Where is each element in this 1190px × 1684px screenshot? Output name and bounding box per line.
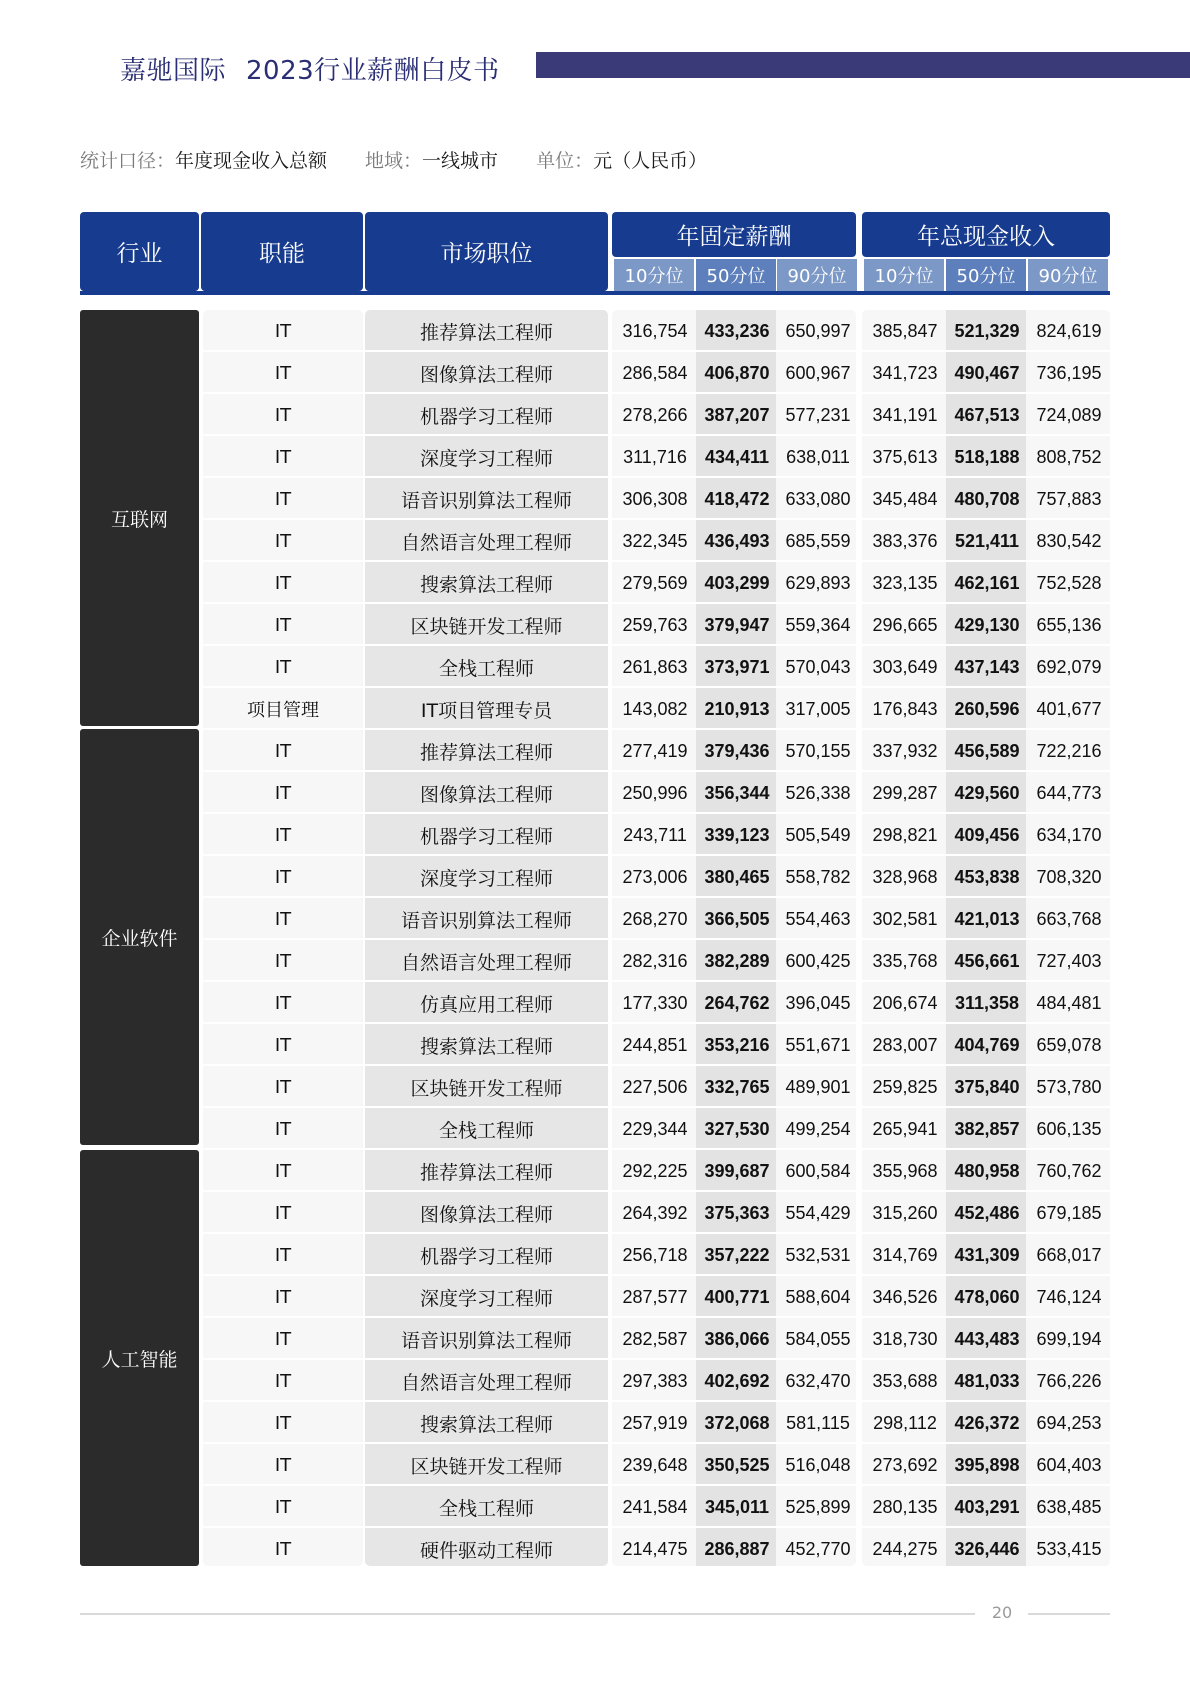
table-row	[0, 1402, 1190, 1444]
total-p90-cell: 808,752	[1036, 446, 1102, 467]
function-cell: IT	[274, 1244, 292, 1266]
fixed-p90-cell: 525,899	[785, 1496, 851, 1517]
total-p10-cell: 375,613	[872, 446, 938, 467]
fixed-p90-cell: 452,770	[785, 1538, 851, 1559]
total-p10-cell: 298,821	[872, 824, 938, 845]
table-row	[0, 604, 1190, 646]
total-p50-cell: 521,411	[954, 530, 1020, 551]
total-p10-cell: 303,649	[872, 656, 938, 677]
report-name: 2023行业薪酬白皮书	[246, 56, 500, 86]
total-p90-cell: 484,481	[1036, 992, 1102, 1013]
table-row	[0, 1108, 1190, 1150]
function-cell: IT	[274, 1076, 292, 1098]
position-cell: IT项目管理专员	[420, 699, 553, 722]
fixed-p10-cell: 239,648	[622, 1454, 688, 1475]
position-cell: 全栈工程师	[438, 1119, 534, 1142]
function-cell: IT	[274, 824, 292, 846]
total-p10-cell: 244,275	[872, 1538, 938, 1559]
total-p10-cell: 335,768	[872, 950, 938, 971]
function-cell: IT	[274, 1160, 292, 1182]
fixed-p10-cell: 143,082	[622, 698, 688, 719]
function-cell: IT	[274, 320, 292, 342]
fixed-p10-cell: 316,754	[622, 320, 688, 341]
total-p50-cell: 521,329	[954, 320, 1020, 341]
fixed-p10-cell: 322,345	[622, 530, 688, 551]
position-cell: 图像算法工程师	[419, 363, 553, 386]
table-row	[0, 814, 1190, 856]
fixed-p90-cell: 588,604	[785, 1286, 851, 1307]
fixed-p50-cell: 400,771	[704, 1286, 770, 1307]
function-cell: IT	[274, 572, 292, 594]
fixed-p50-cell: 373,971	[704, 656, 770, 677]
fixed-p10-cell: 282,587	[622, 1328, 688, 1349]
fixed-p50-cell: 210,913	[704, 698, 770, 719]
fixed-p90-cell: 629,893	[785, 572, 851, 593]
total-p50-cell: 426,372	[954, 1412, 1020, 1433]
total-p10-cell: 273,692	[872, 1454, 938, 1475]
position-cell: 推荐算法工程师	[419, 741, 553, 764]
position-cell: 区块链开发工程师	[410, 1455, 563, 1478]
position-cell: 图像算法工程师	[419, 783, 553, 806]
fixed-p90-cell: 570,155	[785, 740, 851, 761]
fixed-p90-cell: 499,254	[785, 1118, 851, 1139]
fixed-p10-cell: 241,584	[622, 1496, 688, 1517]
total-p90-cell: 692,079	[1036, 656, 1102, 677]
total-p50-cell: 429,560	[954, 782, 1020, 803]
fixed-p50-cell: 366,505	[704, 908, 770, 929]
fixed-p10-cell: 278,266	[622, 404, 688, 425]
fixed-p90-cell: 584,055	[785, 1328, 851, 1349]
total-p90-cell: 727,403	[1036, 950, 1102, 971]
fixed-p90-cell: 632,470	[785, 1370, 851, 1391]
total-p90-cell: 830,542	[1036, 530, 1102, 551]
position-cell: 机器学习工程师	[419, 825, 553, 848]
fixed-p50-cell: 350,525	[704, 1454, 770, 1475]
function-cell: IT	[274, 782, 292, 804]
total-p90-cell: 679,185	[1036, 1202, 1102, 1223]
position-cell: 深度学习工程师	[419, 1287, 553, 1310]
table-row	[0, 1444, 1190, 1486]
total-p10-cell: 283,007	[872, 1034, 938, 1055]
total-p50-cell: 480,958	[954, 1160, 1020, 1181]
total-p90-cell: 699,194	[1036, 1328, 1102, 1349]
fixed-p10-cell: 256,718	[622, 1244, 688, 1265]
position-cell: 仿真应用工程师	[419, 993, 553, 1016]
fixed-p50-cell: 380,465	[704, 866, 770, 887]
total-p10-cell: 323,135	[872, 572, 938, 593]
fixed-p10-cell: 214,475	[622, 1538, 688, 1559]
total-p90-cell: 766,226	[1036, 1370, 1102, 1391]
position-cell: 搜索算法工程师	[419, 1413, 553, 1436]
total-p10-cell: 296,665	[872, 614, 938, 635]
report-title	[120, 50, 500, 87]
fixed-p50-cell: 327,530	[704, 1118, 770, 1139]
position-cell: 推荐算法工程师	[419, 321, 553, 344]
total-p50-cell: 480,708	[954, 488, 1020, 509]
table-row	[0, 1024, 1190, 1066]
fixed-p50-cell: 382,289	[704, 950, 770, 971]
fixed-p50-cell: 379,947	[704, 614, 770, 635]
fixed-p50-cell: 264,762	[704, 992, 770, 1013]
fixed-p50-cell: 356,344	[704, 782, 770, 803]
meta-unit: 单位：元（人民币）	[536, 150, 708, 172]
position-cell: 搜索算法工程师	[419, 1035, 553, 1058]
fixed-p10-cell: 227,506	[622, 1076, 688, 1097]
function-cell: IT	[274, 1370, 292, 1392]
total-p10-cell: 341,191	[872, 404, 938, 425]
total-p10-cell: 298,112	[873, 1412, 937, 1433]
fixed-p10-cell: 297,383	[622, 1370, 688, 1391]
fixed-p50-cell: 403,299	[704, 572, 770, 593]
table-row	[0, 394, 1190, 436]
fixed-p90-cell: 516,048	[785, 1454, 851, 1475]
total-p10-cell: 353,688	[872, 1370, 938, 1391]
table-row	[0, 1066, 1190, 1108]
total-p50-cell: 462,161	[954, 572, 1020, 593]
header-fixed-salary: 年固定薪酬	[612, 212, 856, 257]
total-p10-cell: 299,287	[872, 782, 938, 803]
function-cell: IT	[274, 614, 292, 636]
total-p50-cell: 431,309	[954, 1244, 1020, 1265]
fixed-p10-cell: 292,225	[622, 1160, 688, 1181]
fixed-p90-cell: 633,080	[785, 488, 851, 509]
industry-enterprise-software: 企业软件	[80, 729, 199, 1145]
total-p90-cell: 663,768	[1036, 908, 1102, 929]
total-p10-cell: 346,526	[872, 1286, 938, 1307]
table-row	[0, 478, 1190, 520]
function-cell: IT	[274, 1328, 292, 1350]
total-p90-cell: 644,773	[1036, 782, 1102, 803]
total-p50-cell: 456,661	[954, 950, 1020, 971]
header-fixed-p10: 10分位	[614, 259, 694, 291]
total-p90-cell: 757,883	[1036, 488, 1102, 509]
fixed-p90-cell: 558,782	[785, 866, 851, 887]
header-fixed-p90: 90分位	[777, 259, 857, 291]
fixed-p50-cell: 387,207	[704, 404, 770, 425]
total-p50-cell: 395,898	[954, 1454, 1020, 1475]
fixed-p10-cell: 264,392	[622, 1202, 688, 1223]
total-p50-cell: 260,596	[954, 698, 1020, 719]
position-cell: 推荐算法工程师	[419, 1161, 553, 1184]
table-meta	[80, 146, 745, 173]
table-row	[0, 940, 1190, 982]
brand-name: 嘉驰国际	[120, 56, 227, 86]
total-p50-cell: 403,291	[954, 1496, 1020, 1517]
total-p90-cell: 724,089	[1036, 404, 1102, 425]
fixed-p90-cell: 554,429	[785, 1202, 851, 1223]
fixed-p90-cell: 551,671	[785, 1034, 851, 1055]
fixed-p10-cell: 311,716	[623, 446, 687, 467]
function-cell: 项目管理	[247, 700, 319, 721]
fixed-p10-cell: 279,569	[622, 572, 688, 593]
fixed-p10-cell: 286,584	[622, 362, 688, 383]
position-cell: 语音识别算法工程师	[400, 909, 572, 932]
function-cell: IT	[274, 1496, 292, 1518]
fixed-p10-cell: 257,919	[622, 1412, 688, 1433]
total-p50-cell: 375,840	[954, 1076, 1020, 1097]
function-cell: IT	[274, 1412, 292, 1434]
fixed-p90-cell: 559,364	[785, 614, 851, 635]
table-row	[0, 352, 1190, 394]
total-p50-cell: 481,033	[954, 1370, 1020, 1391]
total-p10-cell: 337,932	[872, 740, 938, 761]
table-row	[0, 436, 1190, 478]
total-p90-cell: 752,528	[1036, 572, 1102, 593]
fixed-p50-cell: 286,887	[704, 1538, 770, 1559]
header-total-cash: 年总现金收入	[862, 212, 1110, 257]
position-cell: 图像算法工程师	[419, 1203, 553, 1226]
header-decor-bar	[536, 52, 1190, 78]
fixed-p90-cell: 650,997	[785, 320, 851, 341]
table-row	[0, 856, 1190, 898]
position-cell: 区块链开发工程师	[410, 615, 563, 638]
table-row	[0, 982, 1190, 1024]
total-p50-cell: 421,013	[954, 908, 1020, 929]
position-cell: 搜索算法工程师	[419, 573, 553, 596]
fixed-p90-cell: 317,005	[785, 698, 851, 719]
fixed-p50-cell: 339,123	[704, 824, 770, 845]
fixed-p10-cell: 261,863	[622, 656, 688, 677]
fixed-p90-cell: 570,043	[785, 656, 851, 677]
table-row	[0, 1486, 1190, 1528]
function-cell: IT	[274, 1538, 292, 1560]
fixed-p90-cell: 489,901	[785, 1076, 851, 1097]
header-fixed-p50: 50分位	[696, 259, 776, 291]
function-cell: IT	[274, 740, 292, 762]
fixed-p50-cell: 345,011	[704, 1496, 770, 1517]
fixed-p50-cell: 332,765	[704, 1076, 770, 1097]
total-p10-cell: 265,941	[872, 1118, 938, 1139]
fixed-p10-cell: 273,006	[622, 866, 688, 887]
table-row	[0, 646, 1190, 688]
total-p90-cell: 668,017	[1036, 1244, 1102, 1265]
position-cell: 区块链开发工程师	[410, 1077, 563, 1100]
header-underline	[80, 291, 1110, 295]
fixed-p50-cell: 434,411	[704, 446, 770, 467]
total-p90-cell: 573,780	[1036, 1076, 1102, 1097]
fixed-p10-cell: 268,270	[622, 908, 688, 929]
fixed-p50-cell: 418,472	[704, 488, 770, 509]
total-p90-cell: 760,762	[1036, 1160, 1102, 1181]
table-row	[0, 772, 1190, 814]
total-p10-cell: 328,968	[872, 866, 938, 887]
function-cell: IT	[274, 950, 292, 972]
fixed-p50-cell: 433,236	[704, 320, 770, 341]
meta-scope: 统计口径：年度现金收入总额	[80, 150, 328, 172]
total-p10-cell: 302,581	[872, 908, 938, 929]
fixed-p10-cell: 250,996	[622, 782, 688, 803]
function-cell: IT	[274, 1118, 292, 1140]
total-p90-cell: 746,124	[1036, 1286, 1102, 1307]
fixed-p90-cell: 554,463	[785, 908, 851, 929]
fixed-p10-cell: 282,316	[622, 950, 688, 971]
position-cell: 语音识别算法工程师	[400, 1329, 572, 1352]
function-cell: IT	[274, 1286, 292, 1308]
total-p50-cell: 382,857	[954, 1118, 1020, 1139]
total-p50-cell: 326,446	[954, 1538, 1020, 1559]
position-cell: 机器学习工程师	[419, 1245, 553, 1268]
fixed-p10-cell: 277,419	[622, 740, 688, 761]
total-p10-cell: 315,260	[872, 1202, 938, 1223]
position-cell: 自然语言处理工程师	[400, 951, 572, 974]
total-p50-cell: 409,456	[954, 824, 1020, 845]
fixed-p10-cell: 306,308	[622, 488, 688, 509]
fixed-p90-cell: 600,584	[785, 1160, 851, 1181]
total-p10-cell: 385,847	[872, 320, 938, 341]
fixed-p10-cell: 229,344	[622, 1118, 688, 1139]
function-cell: IT	[274, 488, 292, 510]
total-p50-cell: 478,060	[954, 1286, 1020, 1307]
total-p90-cell: 722,216	[1036, 740, 1102, 761]
fixed-p90-cell: 505,549	[785, 824, 851, 845]
total-p90-cell: 606,135	[1036, 1118, 1102, 1139]
position-cell: 自然语言处理工程师	[400, 531, 572, 554]
fixed-p50-cell: 379,436	[704, 740, 770, 761]
position-cell: 全栈工程师	[438, 1497, 534, 1520]
fixed-p50-cell: 372,068	[704, 1412, 770, 1433]
position-cell: 自然语言处理工程师	[400, 1371, 572, 1394]
table-row	[0, 1318, 1190, 1360]
total-p50-cell: 437,143	[954, 656, 1020, 677]
fixed-p10-cell: 287,577	[622, 1286, 688, 1307]
fixed-p90-cell: 581,115	[786, 1412, 850, 1433]
table-row	[0, 1192, 1190, 1234]
total-p90-cell: 638,485	[1036, 1496, 1102, 1517]
fixed-p90-cell: 396,045	[785, 992, 851, 1013]
function-cell: IT	[274, 1034, 292, 1056]
total-p90-cell: 824,619	[1036, 320, 1102, 341]
total-p90-cell: 659,078	[1036, 1034, 1102, 1055]
page-number: 20	[991, 1603, 1013, 1622]
fixed-p50-cell: 386,066	[704, 1328, 770, 1349]
header-total-p50: 50分位	[946, 259, 1026, 291]
table-row	[0, 1360, 1190, 1402]
total-p50-cell: 311,358	[954, 992, 1020, 1013]
table-row	[0, 1276, 1190, 1318]
header-total-p90: 90分位	[1028, 259, 1108, 291]
total-p10-cell: 383,376	[872, 530, 938, 551]
total-p10-cell: 176,843	[872, 698, 938, 719]
function-cell: IT	[274, 866, 292, 888]
meta-region: 地域：一线城市	[365, 150, 499, 172]
total-p90-cell: 401,677	[1036, 698, 1102, 719]
total-p90-cell: 533,415	[1036, 1538, 1102, 1559]
table-row	[0, 730, 1190, 772]
fixed-p90-cell: 577,231	[785, 404, 851, 425]
fixed-p90-cell: 526,338	[785, 782, 851, 803]
fixed-p50-cell: 399,687	[704, 1160, 770, 1181]
total-p50-cell: 429,130	[954, 614, 1020, 635]
table-row	[0, 1528, 1190, 1570]
table-row	[0, 1234, 1190, 1276]
fixed-p50-cell: 406,870	[704, 362, 770, 383]
function-cell: IT	[274, 530, 292, 552]
fixed-p50-cell: 436,493	[704, 530, 770, 551]
fixed-p10-cell: 177,330	[622, 992, 688, 1013]
total-p90-cell: 736,195	[1036, 362, 1102, 383]
fixed-p90-cell: 600,425	[785, 950, 851, 971]
position-cell: 全栈工程师	[438, 657, 534, 680]
table-row	[0, 310, 1190, 352]
total-p90-cell: 634,170	[1036, 824, 1102, 845]
fixed-p50-cell: 353,216	[704, 1034, 770, 1055]
fixed-p50-cell: 357,222	[704, 1244, 770, 1265]
fixed-p10-cell: 259,763	[622, 614, 688, 635]
fixed-p10-cell: 243,711	[623, 824, 687, 845]
total-p10-cell: 355,968	[872, 1160, 938, 1181]
industry-internet: 互联网	[80, 310, 199, 726]
total-p90-cell: 604,403	[1036, 1454, 1102, 1475]
table-row	[0, 562, 1190, 604]
header-position: 市场职位	[365, 212, 608, 291]
function-cell: IT	[274, 362, 292, 384]
total-p90-cell: 708,320	[1036, 866, 1102, 887]
fixed-p50-cell: 375,363	[704, 1202, 770, 1223]
function-cell: IT	[274, 404, 292, 426]
header-total-p10: 10分位	[864, 259, 944, 291]
total-p50-cell: 467,513	[954, 404, 1020, 425]
total-p50-cell: 443,483	[954, 1328, 1020, 1349]
fixed-p90-cell: 638,011	[786, 446, 850, 467]
table-row	[0, 898, 1190, 940]
total-p10-cell: 318,730	[872, 1328, 938, 1349]
function-cell: IT	[274, 446, 292, 468]
total-p10-cell: 280,135	[872, 1496, 938, 1517]
table-row	[0, 1150, 1190, 1192]
table-row	[0, 688, 1190, 730]
total-p90-cell: 694,253	[1036, 1412, 1102, 1433]
position-cell: 语音识别算法工程师	[400, 489, 572, 512]
total-p10-cell: 341,723	[872, 362, 938, 383]
position-cell: 深度学习工程师	[419, 867, 553, 890]
footer-rule	[80, 1613, 975, 1615]
total-p10-cell: 314,769	[872, 1244, 938, 1265]
position-cell: 机器学习工程师	[419, 405, 553, 428]
fixed-p90-cell: 600,967	[785, 362, 851, 383]
header-industry: 行业	[80, 212, 199, 291]
total-p50-cell: 453,838	[954, 866, 1020, 887]
header-function: 职能	[201, 212, 363, 291]
total-p10-cell: 259,825	[872, 1076, 938, 1097]
total-p10-cell: 345,484	[872, 488, 938, 509]
position-cell: 深度学习工程师	[419, 447, 553, 470]
total-p50-cell: 518,188	[954, 446, 1020, 467]
function-cell: IT	[274, 992, 292, 1014]
industry-ai: 人工智能	[80, 1150, 199, 1566]
total-p50-cell: 452,486	[954, 1202, 1020, 1223]
total-p90-cell: 655,136	[1036, 614, 1102, 635]
fixed-p90-cell: 685,559	[785, 530, 851, 551]
function-cell: IT	[274, 908, 292, 930]
function-cell: IT	[274, 656, 292, 678]
function-cell: IT	[274, 1202, 292, 1224]
total-p50-cell: 490,467	[954, 362, 1020, 383]
function-cell: IT	[274, 1454, 292, 1476]
position-cell: 硬件驱动工程师	[419, 1539, 553, 1562]
fixed-p50-cell: 402,692	[704, 1370, 770, 1391]
fixed-p90-cell: 532,531	[785, 1244, 851, 1265]
footer-rule-right	[1028, 1613, 1110, 1615]
total-p50-cell: 456,589	[954, 740, 1020, 761]
table-row	[0, 520, 1190, 562]
total-p10-cell: 206,674	[872, 992, 938, 1013]
total-p50-cell: 404,769	[954, 1034, 1020, 1055]
fixed-p10-cell: 244,851	[622, 1034, 688, 1055]
